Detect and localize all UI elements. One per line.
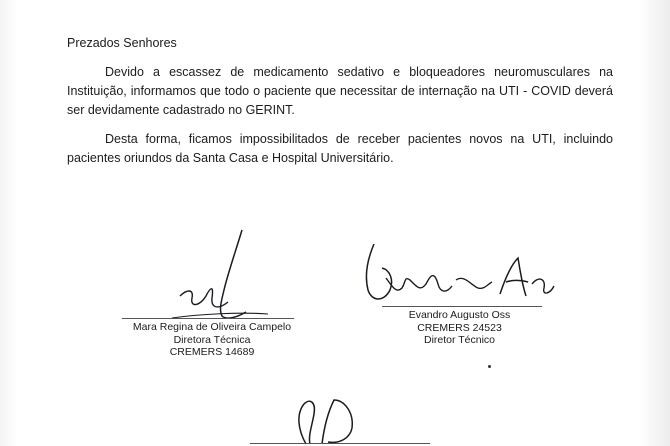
letter-paragraph-2: Desta forma, ficamos impossibilitados de receber pacientes novos na UTI, incluindo pacientes oriundos da Santa Casa e Hospital Universitário. xyxy=(67,132,613,165)
signatory-right-name: Evandro Augusto Oss xyxy=(408,309,511,321)
signatory-left-name: Mara Regina de Oliveira Campelo xyxy=(132,321,292,333)
signatory-right-registration: CREMERS 24523 xyxy=(417,321,502,334)
signatory-block-right xyxy=(382,309,537,347)
signature-right-scribble xyxy=(360,240,560,320)
signature-line-bottom xyxy=(250,443,430,444)
signature-left-scribble xyxy=(170,228,270,323)
signature-line-right xyxy=(382,306,542,307)
signature-line-left xyxy=(122,318,294,319)
signatory-right-role: Diretor Técnico xyxy=(424,334,495,346)
ink-dot xyxy=(488,365,491,368)
letter-greeting: Prezados Senhores xyxy=(67,36,177,50)
letter-paragraph-1: Devido a escassez de medicamento sedativo e bloqueadores neuromusculares na Instituição, informamos que todo o paciente que necessitar de internação na UTI - COVID deverá ser devidamente cadastrado no GERINT. xyxy=(67,65,613,117)
signatory-block-left xyxy=(112,321,312,359)
signatory-left-role: Diretora Técnica xyxy=(173,333,251,346)
signatory-left-registration: CREMERS 14689 xyxy=(169,346,255,358)
signature-bottom-scribble xyxy=(288,394,368,446)
